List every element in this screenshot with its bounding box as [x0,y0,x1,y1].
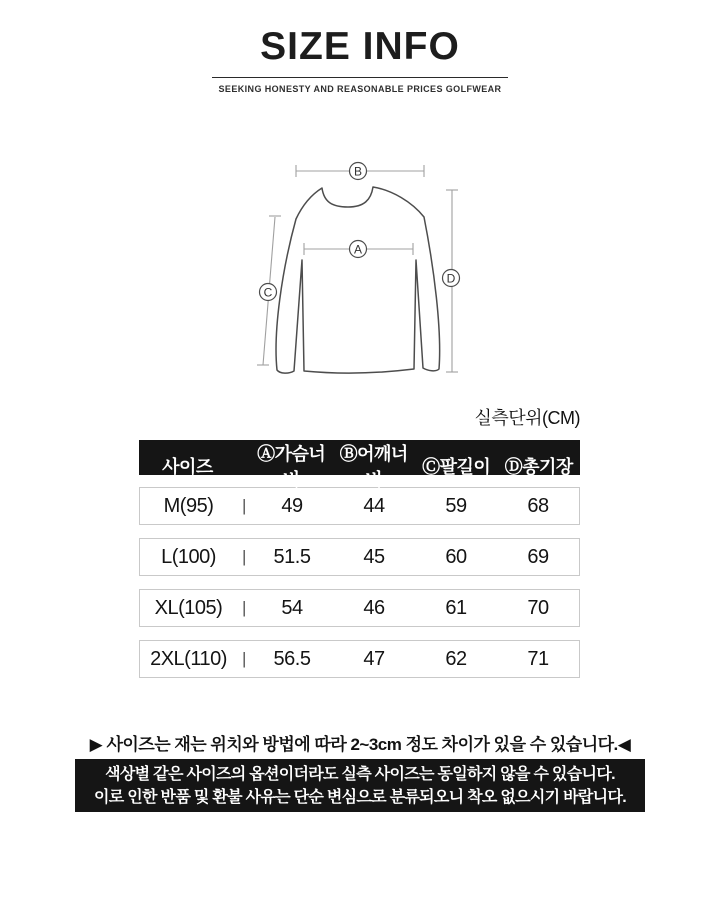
page-title: SIZE INFO [260,25,460,68]
chest-value: 54 [281,596,303,619]
sleeve-value: 60 [445,545,467,568]
length-value: 69 [527,545,549,568]
warning-line-1: 색상별 같은 사이즈의 옵션이더라도 실측 사이즈는 동일하지 않을 수 있습니다. [105,765,615,783]
row-separator: | [242,496,246,515]
col-header-length: Ⓓ총기장 [504,457,573,477]
label-b: B [353,164,363,179]
sleeve-value: 61 [445,596,467,619]
col-header-chest: Ⓐ가슴너비 [257,444,326,490]
label-c: C [263,285,273,300]
size-label: XL(105) [154,596,223,619]
row-separator: | [242,547,246,566]
shoulder-value: 45 [363,545,385,568]
length-value: 70 [527,596,549,619]
page-subtitle: SEEKING HONESTY AND REASONABLE PRICES GOLFWEAR [218,84,502,94]
size-table-header [139,440,580,490]
row-separator: | [242,649,246,668]
warning-line-2: 이로 인한 반품 및 환불 사유는 단순 변심으로 분류되오니 착오 없으시기 바랍니다. [94,788,626,806]
size-label: M(95) [163,494,214,517]
length-value: 68 [527,494,549,517]
length-value: 71 [527,647,549,670]
label-d: D [446,271,456,286]
col-header-sleeve: Ⓒ팔길이 [422,457,491,477]
unit-label: 실측단위(CM) [474,408,580,428]
size-table-row-xl [139,589,580,627]
chest-value: 51.5 [273,545,311,568]
sleeve-value: 62 [445,647,467,670]
sleeve-value: 59 [445,494,467,517]
shoulder-value: 47 [363,647,385,670]
size-table-row-2xl [139,640,580,678]
shirt-measurement-diagram [220,150,500,410]
total-length-marker [443,190,460,372]
size-table-row-m [139,487,580,525]
chest-value: 49 [281,494,303,517]
chest-value: 56.5 [273,647,311,670]
label-a: A [353,242,363,257]
shirt-outline [276,187,440,373]
size-table-row-l [139,538,580,576]
size-label: L(100) [161,545,216,568]
shoulder-value: 46 [363,596,385,619]
title-underline [212,77,508,78]
size-tolerance-note: ▶ 사이즈는 재는 위치와 방법에 따라 2~3cm 정도 차이가 있을 수 있습니다.◀ [89,735,631,754]
shoulder-width-marker [296,163,424,180]
col-header-size: 사이즈 [162,457,213,477]
row-separator: | [242,598,246,617]
shoulder-value: 44 [363,494,385,517]
col-header-shoulder: Ⓑ어깨너비 [339,444,408,490]
size-table [139,404,580,691]
warning-box [75,759,645,812]
size-label: 2XL(110) [150,647,227,670]
